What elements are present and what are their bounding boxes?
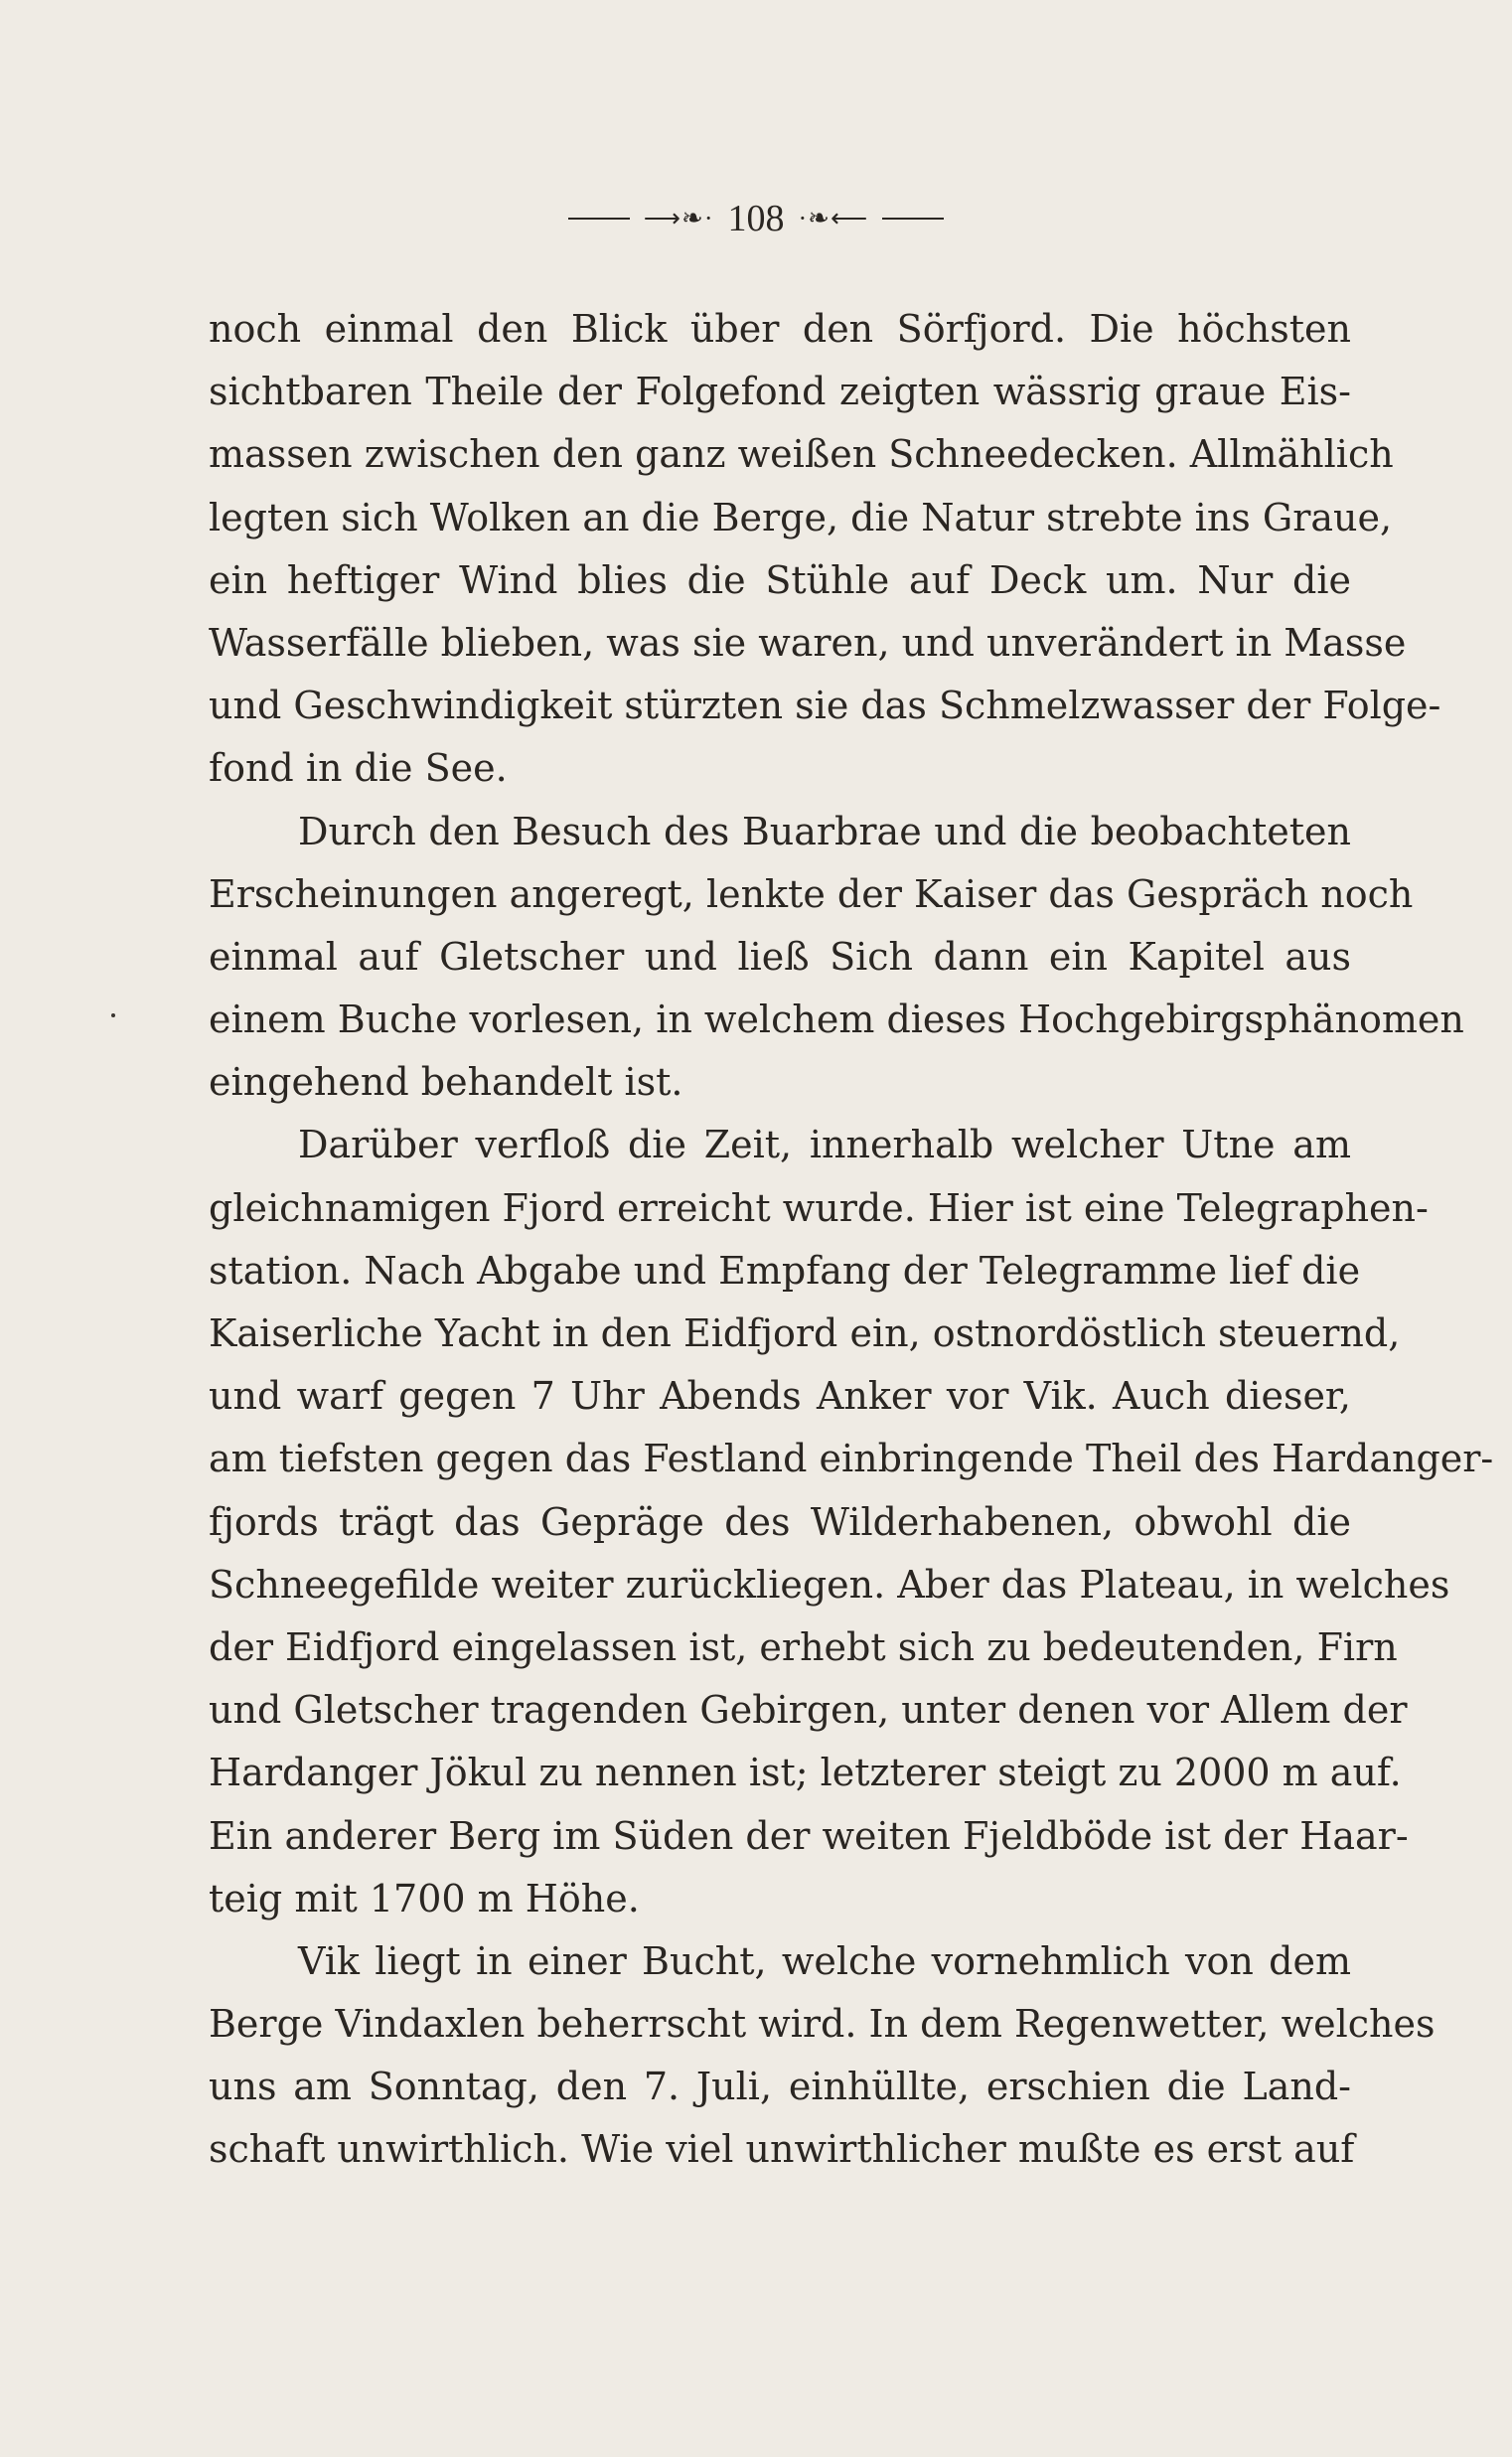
text-line: einem Buche vorlesen, in welchem dieses Hochgebirgsphänomen bbox=[209, 998, 1464, 1042]
text-line: legten sich Wolken an die Berge, die Natur strebte ins Graue, bbox=[209, 495, 1393, 539]
body-text bbox=[209, 298, 1494, 2182]
left-rule bbox=[568, 218, 630, 220]
text-line: und warf gegen 7 Uhr Abends Anker vor Vik. Auch dieser, bbox=[209, 1374, 1351, 1419]
left-ornament: ⟶❧· bbox=[643, 204, 714, 232]
text-line: massen zwischen den ganz weißen Schneedecken. Allmählich bbox=[209, 432, 1394, 477]
text-line: der Eidfjord eingelassen ist, erhebt sich zu bedeutenden, Firn bbox=[209, 1624, 1398, 1669]
page-header bbox=[0, 197, 1512, 240]
right-ornament: ·❧⟵ bbox=[798, 204, 869, 232]
text-line: teig mit 1700 m Höhe. bbox=[209, 1876, 640, 1920]
text-line: gleichnamigen Fjord erreicht wurde. Hier ist eine Telegraphen- bbox=[209, 1185, 1429, 1230]
text-line: uns am Sonntag, den 7. Juli, einhüllte, erschien die Land- bbox=[209, 2065, 1351, 2109]
text-line: Vik liegt in einer Bucht, welche vornehmlich von dem bbox=[298, 1938, 1351, 1983]
text-line: schaft unwirthlich. Wie viel unwirthlicher mußte es erst auf bbox=[209, 2127, 1355, 2172]
text-line: Wasserfälle blieben, was sie waren, und unverändert in Masse bbox=[209, 620, 1407, 665]
text-line: sichtbaren Theile der Folgefond zeigten wässrig graue Eis- bbox=[209, 370, 1351, 414]
right-rule bbox=[882, 218, 944, 220]
paper-speck bbox=[111, 1013, 115, 1017]
text-line: einmal auf Gletscher und ließ Sich dann ein Kapitel aus bbox=[209, 934, 1351, 979]
text-line: Ein anderer Berg im Süden der weiten Fjeldböde ist der Haar- bbox=[209, 1813, 1409, 1858]
text-line: fond in die See. bbox=[209, 746, 508, 791]
text-line: Hardanger Jökul zu nennen ist; letzterer steigt zu 2000 m auf. bbox=[209, 1751, 1402, 1795]
text-line: Berge Vindaxlen beherrscht wird. In dem Regenwetter, welches bbox=[209, 2002, 1436, 2047]
page-number: 108 bbox=[727, 198, 785, 239]
text-line: Schneegefilde weiter zurückliegen. Aber das Plateau, in welches bbox=[209, 1562, 1450, 1607]
text-line: Durch den Besuch des Buarbrae und die beobachteten bbox=[298, 809, 1351, 853]
text-line: fjords trägt das Gepräge des Wilderhabenen, obwohl die bbox=[209, 1499, 1351, 1544]
text-line: station. Nach Abgabe und Empfang der Telegramme lief die bbox=[209, 1248, 1361, 1293]
text-line: und Gletscher tragenden Gebirgen, unter denen vor Allem der bbox=[209, 1688, 1408, 1733]
text-line: Darüber verfloß die Zeit, innerhalb welcher Utne am bbox=[298, 1123, 1351, 1167]
text-line: eingehend behandelt ist. bbox=[209, 1060, 683, 1105]
text-line: am tiefsten gegen das Festland einbringende Theil des Hardanger- bbox=[209, 1437, 1494, 1481]
text-line: ein heftiger Wind blies die Stühle auf Deck um. Nur die bbox=[209, 557, 1351, 602]
text-line: noch einmal den Blick über den Sörfjord. Die höchsten bbox=[209, 307, 1351, 351]
text-line: und Geschwindigkeit stürzten sie das Schmelzwasser der Folge- bbox=[209, 684, 1441, 728]
text-line: Kaiserliche Yacht in den Eidfjord ein, ostnordöstlich steuernd, bbox=[209, 1311, 1401, 1355]
text-line: Erscheinungen angeregt, lenkte der Kaiser das Gespräch noch bbox=[209, 871, 1414, 916]
